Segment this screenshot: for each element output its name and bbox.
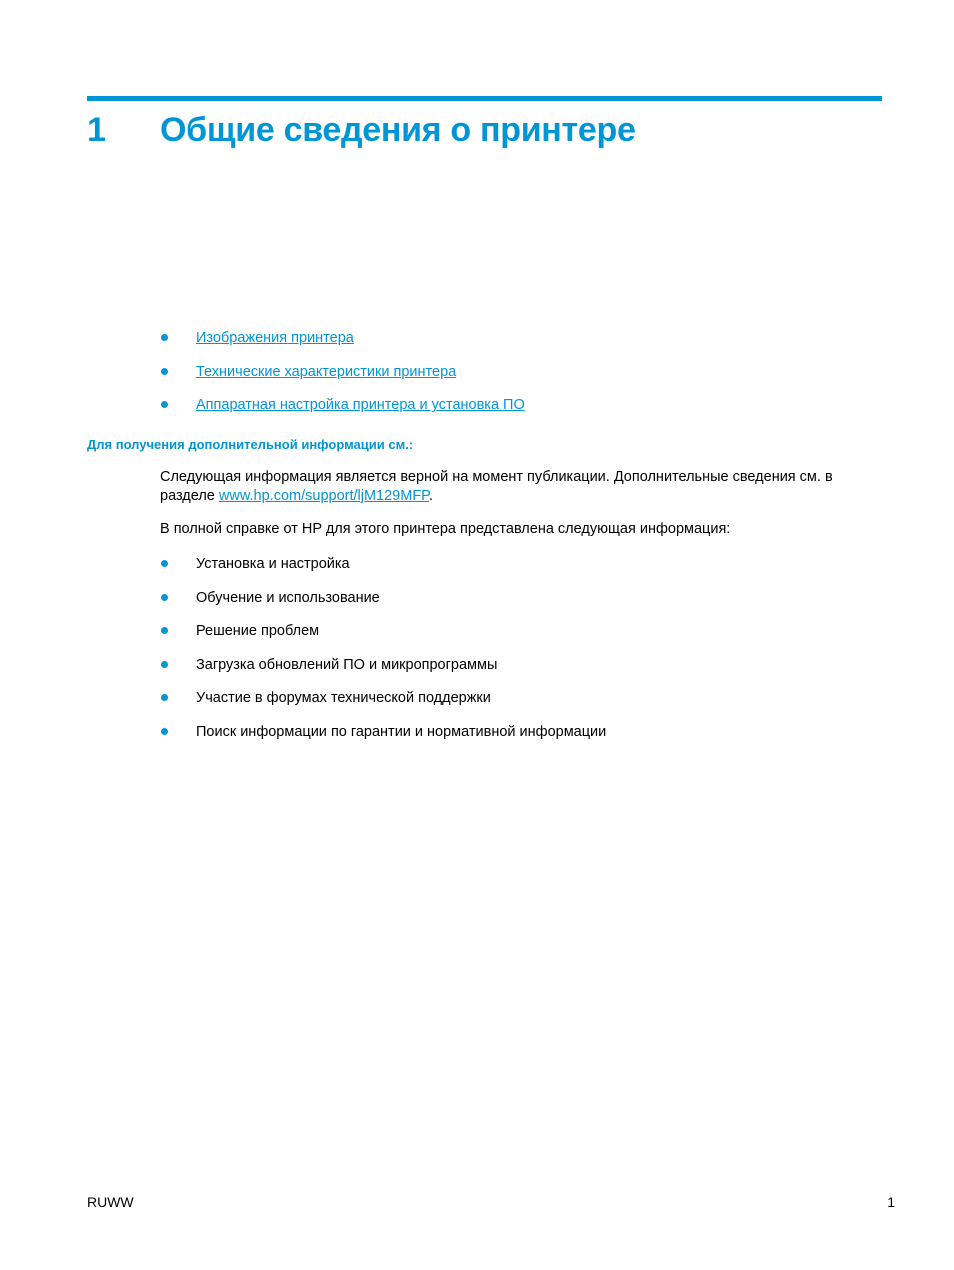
chapter-top-rule [87,96,882,101]
help-topic-label: Поиск информации по гарантии и нормативной информации [196,723,607,740]
help-topic-label: Обучение и использование [196,589,380,606]
bullet-icon [161,661,168,668]
bullet-icon [161,728,168,735]
footer-locale-code: RUWW [87,1194,134,1210]
publication-note-period: . [428,488,434,504]
toc-link-printer-views[interactable]: Изображения принтера [196,330,354,346]
chapter-number: 1 [87,111,106,149]
help-topic-label: Установка и настройка [196,556,350,572]
list-item [160,655,606,689]
more-info-heading: Для получения дополнительной информации см.: [87,437,414,452]
bullet-icon [161,560,168,567]
bullet-icon [161,594,168,601]
toc-link-hardware-setup[interactable]: Аппаратная настройка принтера и установка ПО [196,397,525,414]
help-topic-label: Решение проблем [196,623,320,640]
list-item [160,554,606,588]
help-topic-label: Загрузка обновлений ПО и микропрограммы [196,656,498,673]
bullet-icon [161,401,168,408]
help-intro-paragraph: В полной справке от HP для этого принтера представлена следующая информация: [160,521,731,537]
bullet-icon [161,627,168,634]
footer-page-number: 1 [887,1194,895,1210]
bullet-icon [161,694,168,701]
list-item [160,328,525,362]
publication-note-text: Следующая информация является верной на момент публикации. Дополнительные сведения см. в разделе [160,469,833,504]
support-url-link[interactable]: www.hp.com/support/ljM129MFP [218,488,429,504]
list-item [160,722,606,756]
list-item [160,395,525,429]
list-item [160,588,606,622]
bullet-icon [161,334,168,341]
publication-note-paragraph [160,468,860,506]
bullet-icon [161,368,168,375]
toc-link-printer-specifications[interactable]: Технические характеристики принтера [196,363,457,380]
chapter-title: Общие сведения о принтере [160,111,636,149]
help-topics-list [160,554,606,756]
list-item [160,688,606,722]
help-topic-label: Участие в форумах технической поддержки [196,690,491,707]
list-item [160,362,525,396]
chapter-contents-list [160,328,525,429]
list-item [160,621,606,655]
